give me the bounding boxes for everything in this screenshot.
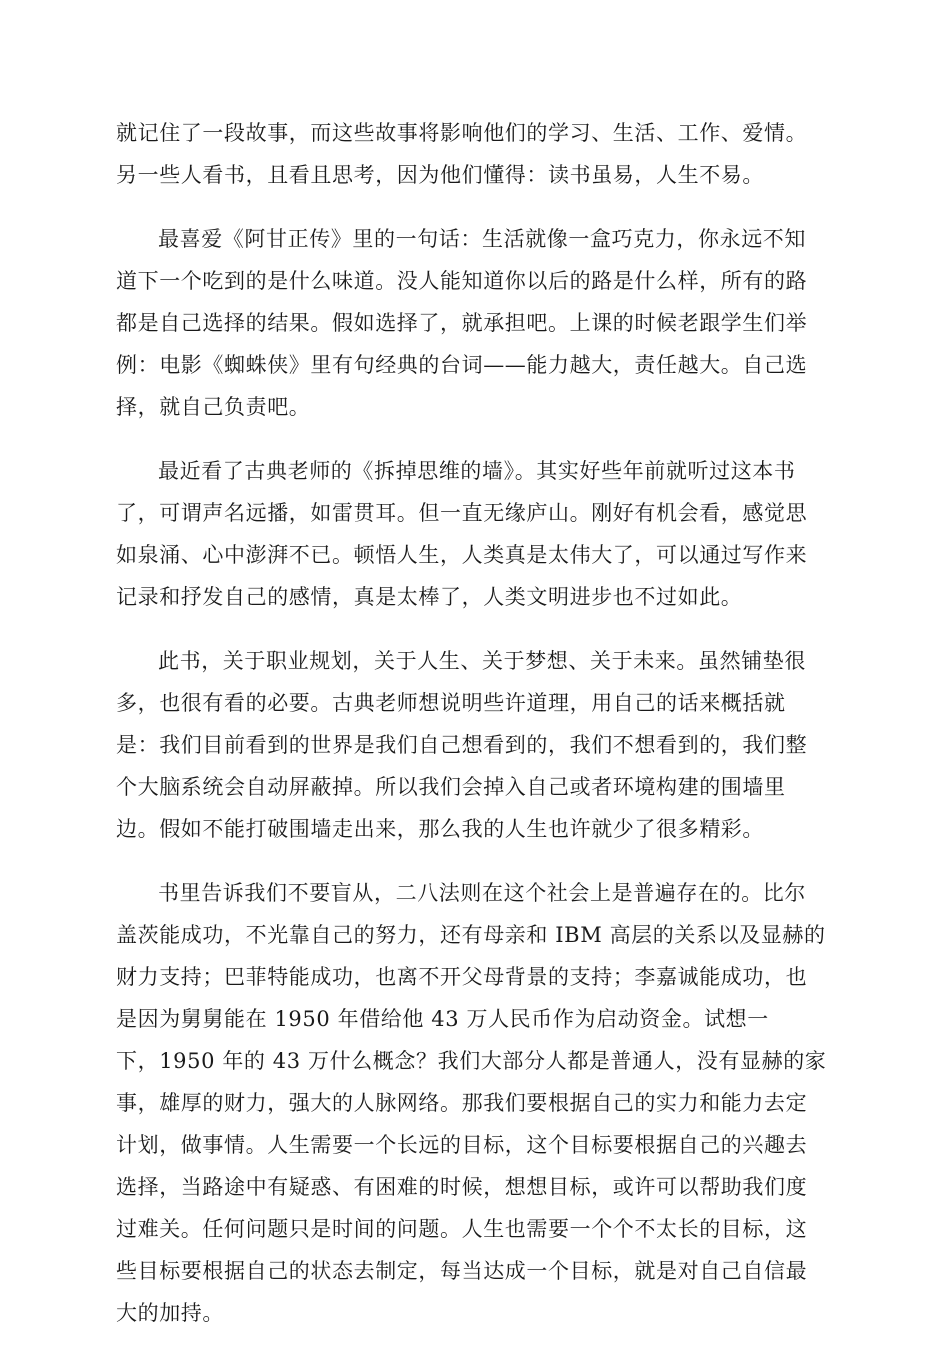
text-line: 择，就自己负责吧。 [116,395,311,419]
paragraph-2 [116,218,836,428]
paragraph-1 [116,112,836,196]
text-line: 记录和抒发自己的感情，真是太棒了，人类文明进步也不过如此。 [116,585,743,609]
text-line: 计划，做事情。人生需要一个长远的目标，这个目标要根据自己的兴趣去 [116,1133,808,1157]
text-line: 最近看了古典老师的《拆掉思维的墙》。其实好些年前就听过这本书 [158,459,796,483]
text-line: 财力支持；巴菲特能成功，也离不开父母背景的支持；李嘉诚能成功，也 [116,965,808,989]
text-line: 书里告诉我们不要盲从，二八法则在这个社会上是普遍存在的。比尔 [158,881,806,905]
text-line: 些目标要根据自己的状态去制定，每当达成一个目标，就是对自己自信最 [116,1259,808,1283]
paragraph-3 [116,450,836,618]
text-line: 事，雄厚的财力，强大的人脉网络。那我们要根据自己的实力和能力去定 [116,1091,808,1115]
text-line: 下，1950 年的 43 万什么概念？我们大部分人都是普通人，没有显赫的家 [116,1049,827,1073]
text-line: 另一些人看书，且看且思考，因为他们懂得：读书虽易，人生不易。 [116,163,764,187]
text-line: 是因为舅舅能在 1950 年借给他 43 万人民币作为启动资金。试想一 [116,1007,769,1031]
text-line: 选择，当路途中有疑惑、有困难的时候，想想目标，或许可以帮助我们度 [116,1175,808,1199]
text-line: 多，也很有看的必要。古典老师想说明些许道理，用自己的话来概括就 [116,691,786,715]
text-line: 是：我们目前看到的世界是我们自己想看到的，我们不想看到的，我们整 [116,733,808,757]
text-line: 过难关。任何问题只是时间的问题。人生也需要一个个不太长的目标，这 [116,1217,808,1241]
paragraph-5 [116,872,836,1334]
text-line: 例：电影《蜘蛛侠》里有句经典的台词——能力越大，责任越大。自己选 [116,353,808,377]
text-line: 盖茨能成功，不光靠自己的努力，还有母亲和 IBM 高层的关系以及显赫的 [116,923,826,947]
text-line: 个大脑系统会自动屏蔽掉。所以我们会掉入自己或者环境构建的围墙里 [116,775,786,799]
text-line: 如泉涌、心中澎湃不已。顿悟人生，人类真是太伟大了，可以通过写作来 [116,543,808,567]
text-line: 此书，关于职业规划，关于人生、关于梦想、关于未来。虽然铺垫很 [158,649,806,673]
text-line: 都是自己选择的结果。假如选择了，就承担吧。上课的时候老跟学生们举 [116,311,808,335]
text-line: 道下一个吃到的是什么味道。没人能知道你以后的路是什么样，所有的路 [116,269,808,293]
text-line: 最喜爱《阿甘正传》里的一句话：生活就像一盒巧克力，你永远不知 [158,227,806,251]
text-line: 边。假如不能打破围墙走出来，那么我的人生也许就少了很多精彩。 [116,817,764,841]
paragraph-4 [116,640,836,850]
text-line: 大的加持。 [116,1301,224,1325]
document-page [116,112,836,1356]
text-line: 就记住了一段故事，而这些故事将影响他们的学习、生活、工作、爱情。 [116,121,808,145]
text-line: 了，可谓声名远播，如雷贯耳。但一直无缘庐山。刚好有机会看，感觉思 [116,501,808,525]
